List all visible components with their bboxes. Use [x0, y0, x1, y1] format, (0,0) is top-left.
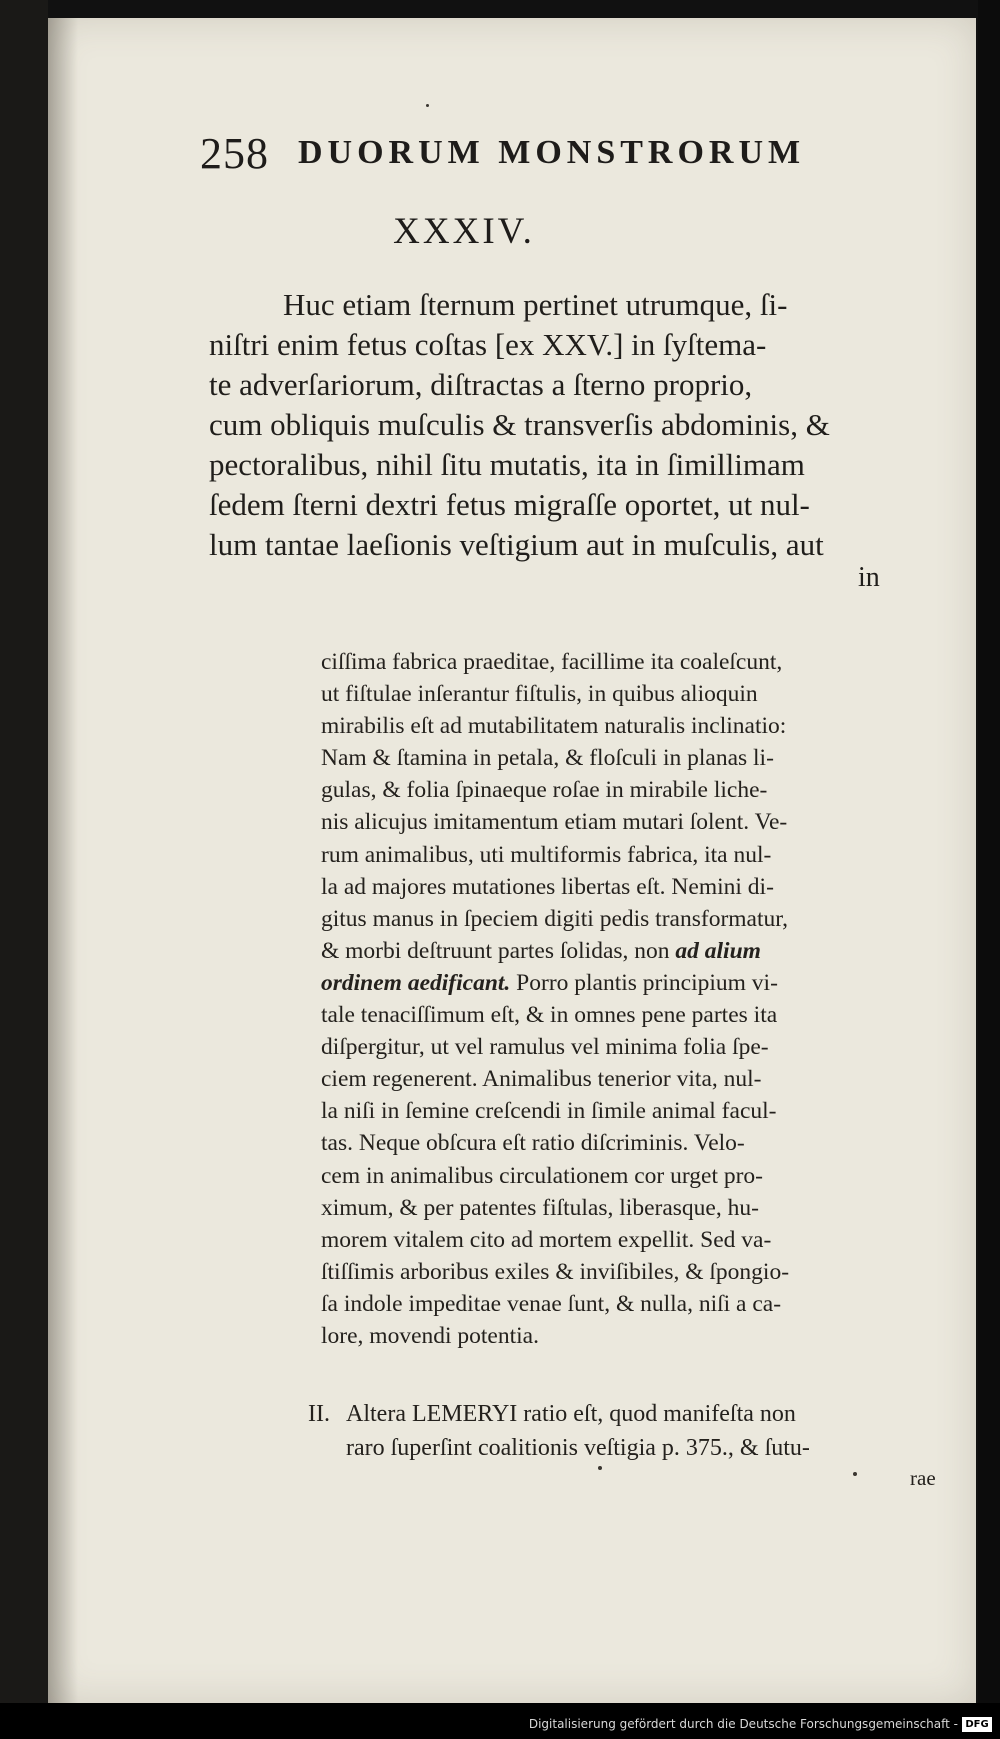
footnote-line: rum animalibus, uti multiformis fabrica, ita nul-	[321, 841, 772, 868]
footnote-line: morem vitalem cito ad mortem expellit. Sed va-	[321, 1226, 772, 1253]
paper-speck	[598, 1466, 602, 1470]
credit-bar	[0, 1703, 1000, 1739]
catchword: in	[858, 562, 880, 593]
text-line: cum obliquis muſculis & transverſis abdominis, &	[209, 407, 830, 442]
footnote-line: ciem regenerent. Animalibus tenerior vita, nul-	[321, 1066, 762, 1093]
footnote-line: mirabilis eſt ad mutabilitatem naturalis inclinatio:	[321, 713, 787, 740]
running-title: DUORUM MONSTRORUM	[298, 134, 806, 171]
paper-speck	[853, 1472, 857, 1476]
footnote-line: ximum, & per patentes fiſtulas, liberasque, hu-	[321, 1194, 759, 1221]
footnote-line: nis alicujus imitamentum etiam mutari ſolent. Ve-	[321, 809, 788, 836]
footnote-line-text: & morbi deſtruunt partes ſolidas, non	[321, 937, 670, 964]
footnote-block	[321, 646, 961, 1352]
item-number: II.	[308, 1401, 330, 1427]
footnote-line: la niſi in ſemine creſcendi in ſimile animal facul-	[321, 1098, 777, 1125]
footnote-line: lore, movendi potentia.	[321, 1322, 539, 1349]
scan-background-left	[0, 0, 48, 1739]
paper-speck	[426, 104, 429, 107]
main-paragraph	[209, 285, 909, 565]
footnote-line: gulas, & folia ſpinaeque roſae in mirabile liche-	[321, 777, 768, 804]
italic-phrase: ad alium	[675, 937, 761, 964]
gutter-shadow	[48, 18, 78, 1703]
section-heading: XXXIV.	[393, 211, 535, 252]
text-line: te adverſariorum, diſtractas a ſterno proprio,	[209, 367, 753, 402]
footnote-line: diſpergitur, ut vel ramulus vel minima folia ſpe-	[321, 1034, 769, 1061]
page-number: 258	[200, 129, 269, 178]
text-line: lum tantae laeſionis veſtigium aut in muſculis, aut	[209, 527, 824, 562]
scan-background-right	[978, 0, 1000, 1739]
text-line: niſtri enim fetus coſtas [ex XXV.] in ſyſtema-	[209, 327, 767, 362]
footnote-line: gitus manus in ſpeciem digiti pedis transformatur,	[321, 905, 789, 932]
footnote-line	[321, 967, 961, 999]
footnote-item-line: raro ſuperſint coalitionis veſtigia p. 375., & ſutu-	[346, 1435, 810, 1461]
item-text: Altera LEMERYI ratio eſt, quod manifeſta non	[346, 1401, 796, 1427]
footnote-line: cem in animalibus circulationem cor urget pro-	[321, 1162, 764, 1189]
footnote-line: ut fiſtulae inſerantur fiſtulis, in quibus alioquin	[321, 681, 758, 708]
dfg-logo-icon: DFG	[962, 1717, 992, 1732]
text-line: Huc etiam ſternum pertinet utrumque, ſi-	[283, 287, 788, 322]
footnote-line: la ad majores mutationes libertas eſt. Nemini di-	[321, 873, 774, 900]
footnote-line-text: Porro plantis principium vi-	[510, 969, 778, 996]
footnote-line: ſa indole impeditae venae ſunt, & nulla, niſi a ca-	[321, 1290, 782, 1317]
footnote-line: ciſſima fabrica praeditae, facillime ita coaleſcunt,	[321, 649, 783, 675]
catchword: rae	[910, 1466, 936, 1490]
footnote-line	[321, 935, 961, 967]
footnote-line: tas. Neque obſcura eſt ratio diſcriminis. Velo-	[321, 1130, 745, 1157]
italic-phrase: ordinem aedificant.	[321, 969, 511, 996]
page-header	[200, 128, 880, 188]
footnote-line: tale tenaciſſimum eſt, & in omnes pene partes ita	[321, 1002, 778, 1029]
footnote-line: Nam & ſtamina in petala, & floſculi in planas li-	[321, 745, 774, 772]
text-line: pectoralibus, nihil ſitu mutatis, ita in ſimillimam	[209, 447, 805, 482]
footnote-item-line	[308, 1397, 968, 1431]
footnote-item-ii	[308, 1397, 968, 1465]
digitization-credit: Digitalisierung gefördert durch die Deutsche Forschungsgemeinschaft -	[528, 1717, 958, 1731]
text-line: ſedem ſterni dextri fetus migraſſe oportet, ut nul-	[209, 487, 810, 522]
footnote-line: ſtiſſimis arboribus exiles & inviſibiles, & ſpongio-	[321, 1258, 790, 1285]
